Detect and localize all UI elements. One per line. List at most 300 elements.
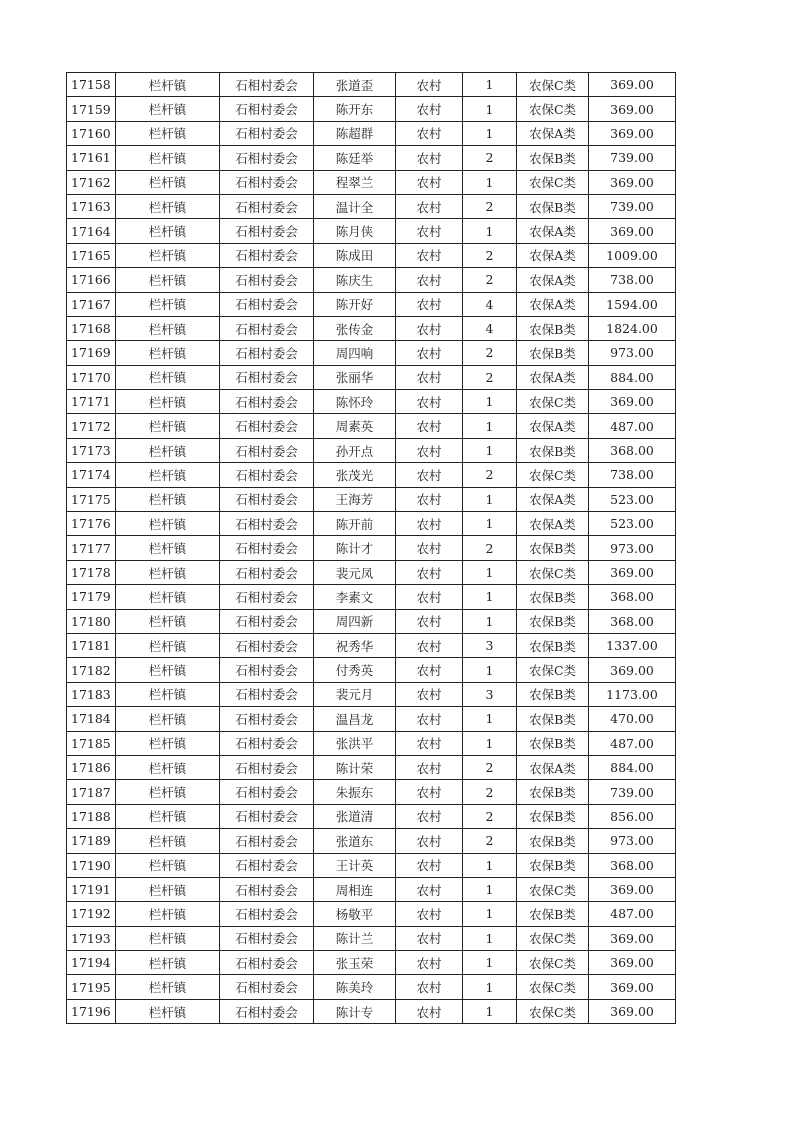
village-committee-cell: 石相村委会: [220, 487, 314, 511]
insurance-category-cell: 农保A类: [517, 365, 589, 389]
name-cell: 王海芳: [314, 487, 396, 511]
row-number-cell: 17167: [67, 292, 116, 316]
household-type-cell: 农村: [396, 487, 463, 511]
household-type-cell: 农村: [396, 365, 463, 389]
name-cell: 陈计才: [314, 536, 396, 560]
table-row: [67, 487, 676, 511]
town-cell: 栏杆镇: [116, 146, 220, 170]
row-number-cell: 17189: [67, 829, 116, 853]
amount-cell: 368.00: [589, 609, 676, 633]
household-type-cell: 农村: [396, 999, 463, 1023]
household-type-cell: 农村: [396, 682, 463, 706]
row-number-cell: 17196: [67, 999, 116, 1023]
member-count-cell: 2: [463, 341, 517, 365]
table-row: [67, 292, 676, 316]
amount-cell: 973.00: [589, 341, 676, 365]
table-row: [67, 194, 676, 218]
insurance-category-cell: 农保B类: [517, 731, 589, 755]
town-cell: 栏杆镇: [116, 731, 220, 755]
table-row: [67, 316, 676, 340]
village-committee-cell: 石相村委会: [220, 536, 314, 560]
household-type-cell: 农村: [396, 633, 463, 657]
table-row: [67, 365, 676, 389]
amount-cell: 487.00: [589, 414, 676, 438]
household-type-cell: 农村: [396, 170, 463, 194]
amount-cell: 1337.00: [589, 633, 676, 657]
name-cell: 周四响: [314, 341, 396, 365]
member-count-cell: 1: [463, 560, 517, 584]
village-committee-cell: 石相村委会: [220, 268, 314, 292]
village-committee-cell: 石相村委会: [220, 804, 314, 828]
row-number-cell: 17168: [67, 316, 116, 340]
name-cell: 李素文: [314, 585, 396, 609]
village-committee-cell: 石相村委会: [220, 902, 314, 926]
town-cell: 栏杆镇: [116, 414, 220, 438]
table-row: [67, 999, 676, 1023]
name-cell: 张道歪: [314, 73, 396, 97]
table-row: [67, 853, 676, 877]
town-cell: 栏杆镇: [116, 682, 220, 706]
row-number-cell: 17195: [67, 975, 116, 999]
amount-cell: 738.00: [589, 268, 676, 292]
table-row: [67, 341, 676, 365]
member-count-cell: 1: [463, 951, 517, 975]
amount-cell: 973.00: [589, 536, 676, 560]
village-committee-cell: 石相村委会: [220, 633, 314, 657]
household-type-cell: 农村: [396, 585, 463, 609]
insurance-category-cell: 农保A类: [517, 121, 589, 145]
name-cell: 陈成田: [314, 243, 396, 267]
table-row: [67, 512, 676, 536]
household-type-cell: 农村: [396, 121, 463, 145]
insurance-category-cell: 农保A类: [517, 755, 589, 779]
table-row: [67, 536, 676, 560]
row-number-cell: 17194: [67, 951, 116, 975]
town-cell: 栏杆镇: [116, 853, 220, 877]
town-cell: 栏杆镇: [116, 219, 220, 243]
town-cell: 栏杆镇: [116, 316, 220, 340]
member-count-cell: 1: [463, 975, 517, 999]
insurance-category-cell: 农保C类: [517, 999, 589, 1023]
village-committee-cell: 石相村委会: [220, 73, 314, 97]
village-committee-cell: 石相村委会: [220, 658, 314, 682]
insurance-category-cell: 农保A类: [517, 512, 589, 536]
household-type-cell: 农村: [396, 243, 463, 267]
member-count-cell: 1: [463, 707, 517, 731]
name-cell: 陈月侠: [314, 219, 396, 243]
insurance-category-cell: 农保C类: [517, 97, 589, 121]
amount-cell: 1173.00: [589, 682, 676, 706]
amount-cell: 856.00: [589, 804, 676, 828]
name-cell: 张玉荣: [314, 951, 396, 975]
village-committee-cell: 石相村委会: [220, 243, 314, 267]
name-cell: 张道清: [314, 804, 396, 828]
table-row: [67, 609, 676, 633]
table-row: [67, 682, 676, 706]
town-cell: 栏杆镇: [116, 707, 220, 731]
name-cell: 张道东: [314, 829, 396, 853]
village-committee-cell: 石相村委会: [220, 97, 314, 121]
household-type-cell: 农村: [396, 292, 463, 316]
member-count-cell: 1: [463, 731, 517, 755]
member-count-cell: 1: [463, 73, 517, 97]
town-cell: 栏杆镇: [116, 292, 220, 316]
town-cell: 栏杆镇: [116, 658, 220, 682]
member-count-cell: 2: [463, 463, 517, 487]
amount-cell: 368.00: [589, 438, 676, 462]
name-cell: 陈计专: [314, 999, 396, 1023]
household-type-cell: 农村: [396, 926, 463, 950]
household-type-cell: 农村: [396, 951, 463, 975]
name-cell: 朱振东: [314, 780, 396, 804]
town-cell: 栏杆镇: [116, 390, 220, 414]
member-count-cell: 2: [463, 146, 517, 170]
village-committee-cell: 石相村委会: [220, 707, 314, 731]
member-count-cell: 3: [463, 682, 517, 706]
row-number-cell: 17158: [67, 73, 116, 97]
town-cell: 栏杆镇: [116, 170, 220, 194]
town-cell: 栏杆镇: [116, 780, 220, 804]
household-type-cell: 农村: [396, 707, 463, 731]
village-committee-cell: 石相村委会: [220, 292, 314, 316]
amount-cell: 369.00: [589, 877, 676, 901]
row-number-cell: 17190: [67, 853, 116, 877]
town-cell: 栏杆镇: [116, 438, 220, 462]
name-cell: 张洪平: [314, 731, 396, 755]
member-count-cell: 2: [463, 804, 517, 828]
village-committee-cell: 石相村委会: [220, 194, 314, 218]
name-cell: 陈庆生: [314, 268, 396, 292]
insurance-category-cell: 农保A类: [517, 292, 589, 316]
member-count-cell: 2: [463, 268, 517, 292]
insurance-category-cell: 农保C类: [517, 658, 589, 682]
village-committee-cell: 石相村委会: [220, 316, 314, 340]
row-number-cell: 17173: [67, 438, 116, 462]
insurance-category-cell: 农保B类: [517, 682, 589, 706]
row-number-cell: 17162: [67, 170, 116, 194]
table-row: [67, 170, 676, 194]
insurance-category-cell: 农保A类: [517, 414, 589, 438]
amount-cell: 884.00: [589, 755, 676, 779]
insurance-category-cell: 农保B类: [517, 146, 589, 170]
household-type-cell: 农村: [396, 658, 463, 682]
village-committee-cell: 石相村委会: [220, 170, 314, 194]
household-type-cell: 农村: [396, 780, 463, 804]
row-number-cell: 17160: [67, 121, 116, 145]
table-row: [67, 97, 676, 121]
town-cell: 栏杆镇: [116, 97, 220, 121]
table-row: [67, 731, 676, 755]
row-number-cell: 17191: [67, 877, 116, 901]
row-number-cell: 17161: [67, 146, 116, 170]
insurance-category-cell: 农保C类: [517, 390, 589, 414]
insurance-category-cell: 农保C类: [517, 926, 589, 950]
town-cell: 栏杆镇: [116, 121, 220, 145]
town-cell: 栏杆镇: [116, 975, 220, 999]
member-count-cell: 3: [463, 633, 517, 657]
town-cell: 栏杆镇: [116, 512, 220, 536]
village-committee-cell: 石相村委会: [220, 780, 314, 804]
town-cell: 栏杆镇: [116, 487, 220, 511]
amount-cell: 738.00: [589, 463, 676, 487]
member-count-cell: 1: [463, 902, 517, 926]
village-committee-cell: 石相村委会: [220, 682, 314, 706]
name-cell: 周四新: [314, 609, 396, 633]
town-cell: 栏杆镇: [116, 560, 220, 584]
table-row: [67, 414, 676, 438]
amount-cell: 369.00: [589, 73, 676, 97]
row-number-cell: 17179: [67, 585, 116, 609]
name-cell: 周素英: [314, 414, 396, 438]
insurance-category-cell: 农保B类: [517, 194, 589, 218]
table-row: [67, 707, 676, 731]
member-count-cell: 1: [463, 853, 517, 877]
village-committee-cell: 石相村委会: [220, 975, 314, 999]
name-cell: 裴元凤: [314, 560, 396, 584]
row-number-cell: 17164: [67, 219, 116, 243]
insurance-category-cell: 农保B类: [517, 341, 589, 365]
row-number-cell: 17163: [67, 194, 116, 218]
village-committee-cell: 石相村委会: [220, 829, 314, 853]
name-cell: 祝秀华: [314, 633, 396, 657]
member-count-cell: 1: [463, 487, 517, 511]
amount-cell: 368.00: [589, 585, 676, 609]
amount-cell: 1824.00: [589, 316, 676, 340]
household-type-cell: 农村: [396, 731, 463, 755]
household-type-cell: 农村: [396, 755, 463, 779]
row-number-cell: 17192: [67, 902, 116, 926]
insurance-category-cell: 农保B类: [517, 707, 589, 731]
name-cell: 杨敬平: [314, 902, 396, 926]
village-committee-cell: 石相村委会: [220, 951, 314, 975]
household-type-cell: 农村: [396, 902, 463, 926]
insurance-category-cell: 农保C类: [517, 73, 589, 97]
town-cell: 栏杆镇: [116, 829, 220, 853]
village-committee-cell: 石相村委会: [220, 390, 314, 414]
row-number-cell: 17175: [67, 487, 116, 511]
member-count-cell: 2: [463, 243, 517, 267]
amount-cell: 369.00: [589, 121, 676, 145]
table-row: [67, 658, 676, 682]
name-cell: 陈超群: [314, 121, 396, 145]
amount-cell: 369.00: [589, 560, 676, 584]
insurance-category-cell: 农保B类: [517, 536, 589, 560]
household-type-cell: 农村: [396, 804, 463, 828]
household-type-cell: 农村: [396, 219, 463, 243]
insurance-category-cell: 农保B类: [517, 853, 589, 877]
member-count-cell: 1: [463, 609, 517, 633]
member-count-cell: 1: [463, 414, 517, 438]
table-row: [67, 73, 676, 97]
table-row: [67, 926, 676, 950]
row-number-cell: 17187: [67, 780, 116, 804]
town-cell: 栏杆镇: [116, 463, 220, 487]
household-type-cell: 农村: [396, 97, 463, 121]
amount-cell: 369.00: [589, 390, 676, 414]
amount-cell: 523.00: [589, 487, 676, 511]
name-cell: 裴元月: [314, 682, 396, 706]
amount-cell: 1594.00: [589, 292, 676, 316]
village-committee-cell: 石相村委会: [220, 365, 314, 389]
row-number-cell: 17185: [67, 731, 116, 755]
household-type-cell: 农村: [396, 877, 463, 901]
table-row: [67, 633, 676, 657]
insurance-category-cell: 农保B类: [517, 438, 589, 462]
name-cell: 孙开点: [314, 438, 396, 462]
name-cell: 陈开东: [314, 97, 396, 121]
village-committee-cell: 石相村委会: [220, 438, 314, 462]
row-number-cell: 17171: [67, 390, 116, 414]
amount-cell: 973.00: [589, 829, 676, 853]
name-cell: 陈怀玲: [314, 390, 396, 414]
town-cell: 栏杆镇: [116, 609, 220, 633]
member-count-cell: 1: [463, 999, 517, 1023]
insurance-category-cell: 农保C类: [517, 463, 589, 487]
insurance-category-cell: 农保C类: [517, 877, 589, 901]
insurance-category-cell: 农保B类: [517, 609, 589, 633]
amount-cell: 487.00: [589, 731, 676, 755]
table-row: [67, 463, 676, 487]
household-type-cell: 农村: [396, 536, 463, 560]
village-committee-cell: 石相村委会: [220, 414, 314, 438]
member-count-cell: 1: [463, 926, 517, 950]
row-number-cell: 17183: [67, 682, 116, 706]
member-count-cell: 2: [463, 194, 517, 218]
village-committee-cell: 石相村委会: [220, 853, 314, 877]
household-type-cell: 农村: [396, 390, 463, 414]
amount-cell: 369.00: [589, 219, 676, 243]
member-count-cell: 1: [463, 121, 517, 145]
household-type-cell: 农村: [396, 512, 463, 536]
amount-cell: 884.00: [589, 365, 676, 389]
insurance-category-cell: 农保A类: [517, 487, 589, 511]
amount-cell: 369.00: [589, 926, 676, 950]
row-number-cell: 17178: [67, 560, 116, 584]
table-row: [67, 438, 676, 462]
town-cell: 栏杆镇: [116, 804, 220, 828]
name-cell: 周相连: [314, 877, 396, 901]
village-committee-cell: 石相村委会: [220, 585, 314, 609]
village-committee-cell: 石相村委会: [220, 877, 314, 901]
row-number-cell: 17188: [67, 804, 116, 828]
village-committee-cell: 石相村委会: [220, 609, 314, 633]
member-count-cell: 2: [463, 536, 517, 560]
village-committee-cell: 石相村委会: [220, 926, 314, 950]
household-type-cell: 农村: [396, 560, 463, 584]
insurance-category-cell: 农保C类: [517, 975, 589, 999]
table-row: [67, 243, 676, 267]
town-cell: 栏杆镇: [116, 365, 220, 389]
household-type-cell: 农村: [396, 316, 463, 340]
insurance-category-cell: 农保B类: [517, 902, 589, 926]
table-row: [67, 755, 676, 779]
row-number-cell: 17181: [67, 633, 116, 657]
village-committee-cell: 石相村委会: [220, 999, 314, 1023]
member-count-cell: 1: [463, 438, 517, 462]
amount-cell: 739.00: [589, 780, 676, 804]
name-cell: 陈开好: [314, 292, 396, 316]
table-row: [67, 780, 676, 804]
insurance-category-cell: 农保B类: [517, 780, 589, 804]
village-committee-cell: 石相村委会: [220, 731, 314, 755]
row-number-cell: 17159: [67, 97, 116, 121]
member-count-cell: 1: [463, 585, 517, 609]
insurance-category-cell: 农保A类: [517, 219, 589, 243]
amount-cell: 470.00: [589, 707, 676, 731]
member-count-cell: 1: [463, 512, 517, 536]
village-committee-cell: 石相村委会: [220, 121, 314, 145]
household-type-cell: 农村: [396, 194, 463, 218]
row-number-cell: 17169: [67, 341, 116, 365]
village-committee-cell: 石相村委会: [220, 755, 314, 779]
town-cell: 栏杆镇: [116, 243, 220, 267]
subsidy-table: [66, 72, 676, 1024]
member-count-cell: 1: [463, 658, 517, 682]
town-cell: 栏杆镇: [116, 926, 220, 950]
town-cell: 栏杆镇: [116, 73, 220, 97]
name-cell: 张丽华: [314, 365, 396, 389]
insurance-category-cell: 农保B类: [517, 829, 589, 853]
table-row: [67, 121, 676, 145]
town-cell: 栏杆镇: [116, 999, 220, 1023]
household-type-cell: 农村: [396, 268, 463, 292]
member-count-cell: 4: [463, 292, 517, 316]
table-body: [67, 73, 676, 1024]
row-number-cell: 17172: [67, 414, 116, 438]
table-row: [67, 829, 676, 853]
household-type-cell: 农村: [396, 975, 463, 999]
village-committee-cell: 石相村委会: [220, 219, 314, 243]
member-count-cell: 2: [463, 365, 517, 389]
insurance-category-cell: 农保B类: [517, 316, 589, 340]
town-cell: 栏杆镇: [116, 585, 220, 609]
household-type-cell: 农村: [396, 438, 463, 462]
amount-cell: 368.00: [589, 853, 676, 877]
household-type-cell: 农村: [396, 73, 463, 97]
member-count-cell: 4: [463, 316, 517, 340]
household-type-cell: 农村: [396, 341, 463, 365]
insurance-category-cell: 农保C类: [517, 170, 589, 194]
town-cell: 栏杆镇: [116, 536, 220, 560]
name-cell: 陈美玲: [314, 975, 396, 999]
household-type-cell: 农村: [396, 414, 463, 438]
name-cell: 陈廷举: [314, 146, 396, 170]
table-row: [67, 951, 676, 975]
row-number-cell: 17182: [67, 658, 116, 682]
name-cell: 张茂光: [314, 463, 396, 487]
household-type-cell: 农村: [396, 463, 463, 487]
name-cell: 王计英: [314, 853, 396, 877]
member-count-cell: 2: [463, 780, 517, 804]
name-cell: 陈计荣: [314, 755, 396, 779]
town-cell: 栏杆镇: [116, 633, 220, 657]
amount-cell: 739.00: [589, 146, 676, 170]
amount-cell: 739.00: [589, 194, 676, 218]
table-row: [67, 585, 676, 609]
name-cell: 张传金: [314, 316, 396, 340]
row-number-cell: 17176: [67, 512, 116, 536]
member-count-cell: 1: [463, 219, 517, 243]
row-number-cell: 17186: [67, 755, 116, 779]
table-row: [67, 975, 676, 999]
amount-cell: 369.00: [589, 975, 676, 999]
town-cell: 栏杆镇: [116, 194, 220, 218]
town-cell: 栏杆镇: [116, 951, 220, 975]
row-number-cell: 17184: [67, 707, 116, 731]
village-committee-cell: 石相村委会: [220, 560, 314, 584]
town-cell: 栏杆镇: [116, 341, 220, 365]
name-cell: 温昌龙: [314, 707, 396, 731]
